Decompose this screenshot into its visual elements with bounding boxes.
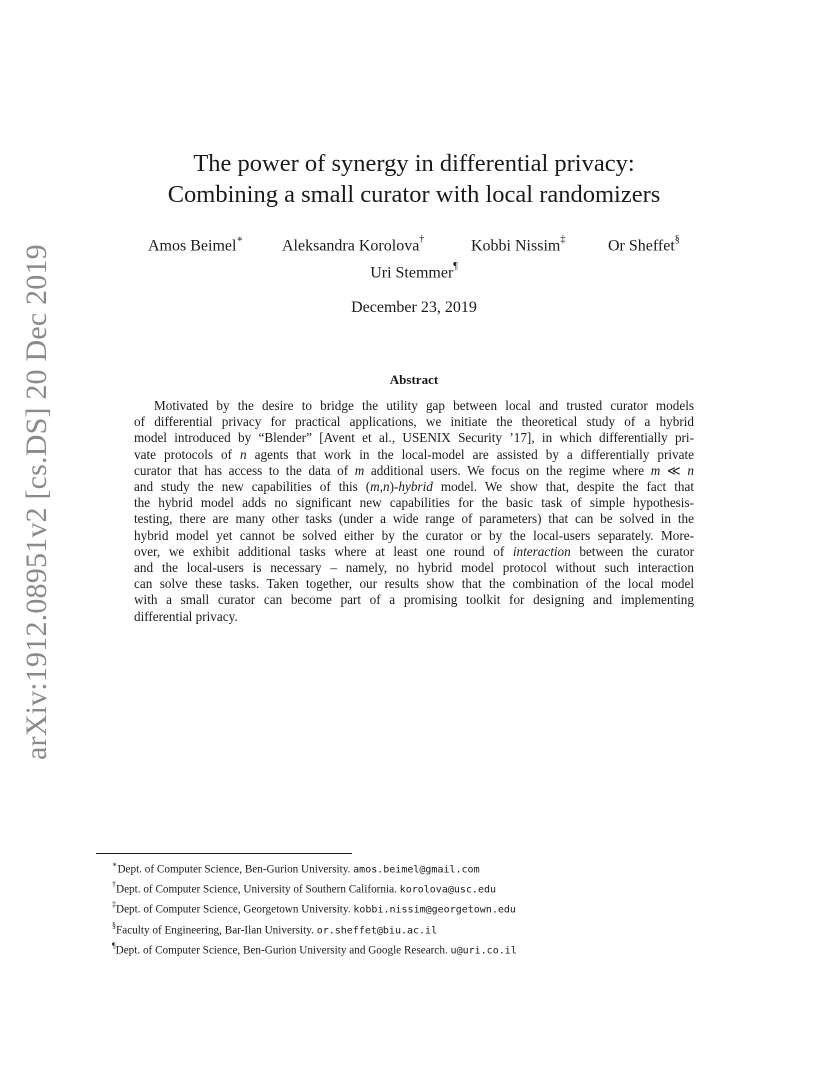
abstract-line	[134, 544, 694, 560]
footnote-email: amos.beimel@gmail.com	[353, 864, 480, 876]
author-footnote-mark: ∗	[236, 234, 244, 245]
math-variable: n	[240, 446, 247, 462]
title-line-1: The power of synergy in differential privacy:	[193, 150, 635, 177]
abstract-line: and the local-users is necessary – namely, no hybrid model protocol without such interaction	[134, 560, 694, 576]
author-amos-beimel	[148, 236, 243, 255]
footnote-mark: ¶	[112, 940, 116, 950]
author-footnote-mark: §	[674, 234, 680, 245]
text-fragment: curator that has access to the data of	[134, 462, 355, 478]
abstract-line: model introduced by “Blender” [Avent et al., USENIX Security ’17], in which differentially pri-	[134, 430, 694, 446]
math-variable: m	[370, 479, 380, 495]
author-name: Uri Stemmer	[370, 264, 454, 282]
author-uri-stemmer	[0, 263, 828, 282]
footnote-mark: †	[112, 880, 116, 890]
author-aleksandra-korolova	[282, 236, 424, 255]
footnote-text: Dept. of Computer Science, Georgetown University.	[116, 904, 351, 917]
footnote-text: Dept. of Computer Science, University of Southern California.	[116, 883, 397, 896]
text-fragment: additional users. We focus on the regime where	[364, 462, 651, 478]
text-fragment: )-	[389, 479, 399, 495]
text-fragment: and study the new capabilities of this (	[134, 479, 371, 495]
author-footnote-mark: ‡	[560, 234, 566, 245]
abstract-line: Motivated by the desire to bridge the utility gap between local and trusted curator models	[154, 398, 694, 413]
author-or-sheffet	[608, 236, 680, 255]
footnote-mark: §	[112, 920, 116, 930]
footnote-divider	[96, 853, 352, 854]
title-line-2: Combining a small curator with local randomizers	[167, 181, 661, 208]
abstract-heading: Abstract	[389, 372, 439, 387]
abstract-line: hybrid model yet cannot be solved either by the curator or by the local-users separately. More-	[134, 527, 694, 543]
footnote-email: kobbi.nissim@georgetown.edu	[353, 905, 516, 917]
paper-title	[0, 148, 828, 210]
footnote-mark: ‡	[112, 900, 116, 910]
abstract-line	[134, 447, 694, 463]
math-variable: n	[383, 479, 390, 495]
footnote-email: u@uri.co.il	[450, 945, 517, 957]
text-fragment: model. We show that, despite the fact that	[432, 479, 694, 495]
footnote-mark: ∗	[112, 860, 118, 869]
author-name: Kobbi Nissim	[471, 237, 561, 255]
footnotes	[112, 858, 517, 959]
footnote-item	[112, 858, 517, 878]
abstract-line: differential privacy.	[134, 608, 238, 624]
abstract-line: can solve these tasks. Taken together, our results show that the combination of the local model	[134, 576, 694, 592]
text-fragment: agents that work in the local-model are assisted by a differentially private	[246, 446, 694, 462]
footnote-text: Faculty of Engineering, Bar-Ilan University.	[116, 924, 314, 937]
text-fragment: between the curator	[570, 543, 694, 559]
text-fragment: ,	[379, 479, 383, 495]
abstract-line	[134, 479, 694, 495]
text-fragment: ≪	[660, 462, 688, 478]
math-variable: m	[650, 462, 661, 478]
footnote-item	[112, 939, 517, 959]
author-footnote-mark: †	[419, 234, 425, 245]
arxiv-identifier-sidebar: arXiv:1912.08951v2 [cs.DS] 20 Dec 2019	[20, 244, 53, 760]
footnote-text: Dept. of Computer Science, Ben-Gurion University.	[117, 863, 351, 876]
text-fragment: vate protocols of	[134, 446, 241, 462]
footnote-text: Dept. of Computer Science, Ben-Gurion University and Google Research.	[115, 944, 448, 957]
abstract-line: of differential privacy for practical applications, we initiate the theoretical study of a hybrid	[134, 414, 694, 430]
abstract-line: testing, there are many other tasks (under a wide range of parameters) that can be solved in the	[134, 511, 694, 527]
footnote-item	[112, 878, 517, 898]
author-footnote-mark: ¶	[453, 261, 458, 272]
abstract-line: with a small curator can become part of a promising toolkit for designing and implementing	[134, 592, 694, 608]
abstract-line	[134, 463, 694, 479]
abstract-body	[134, 398, 694, 625]
paper-date: December 23, 2019	[351, 299, 477, 316]
author-name: Or Sheffet	[608, 237, 675, 255]
emphasis: hybrid	[398, 479, 433, 495]
footnote-email: korolova@usc.edu	[399, 884, 496, 896]
footnote-item	[112, 919, 517, 939]
author-name: Aleksandra Korolova	[282, 237, 420, 255]
footnote-email: or.sheffet@biu.ac.il	[316, 925, 438, 937]
author-name: Amos Beimel	[148, 237, 237, 255]
math-variable: m	[354, 462, 365, 478]
abstract-line: the hybrid model adds no significant new capabilities for the basic task of simple hypothesis-	[134, 495, 694, 511]
text-fragment: over, we exhibit additional tasks where at least one round of	[134, 543, 513, 559]
footnote-item	[112, 898, 517, 918]
emphasis: interaction	[512, 543, 571, 559]
author-kobbi-nissim	[471, 236, 565, 255]
math-variable: n	[687, 462, 694, 478]
